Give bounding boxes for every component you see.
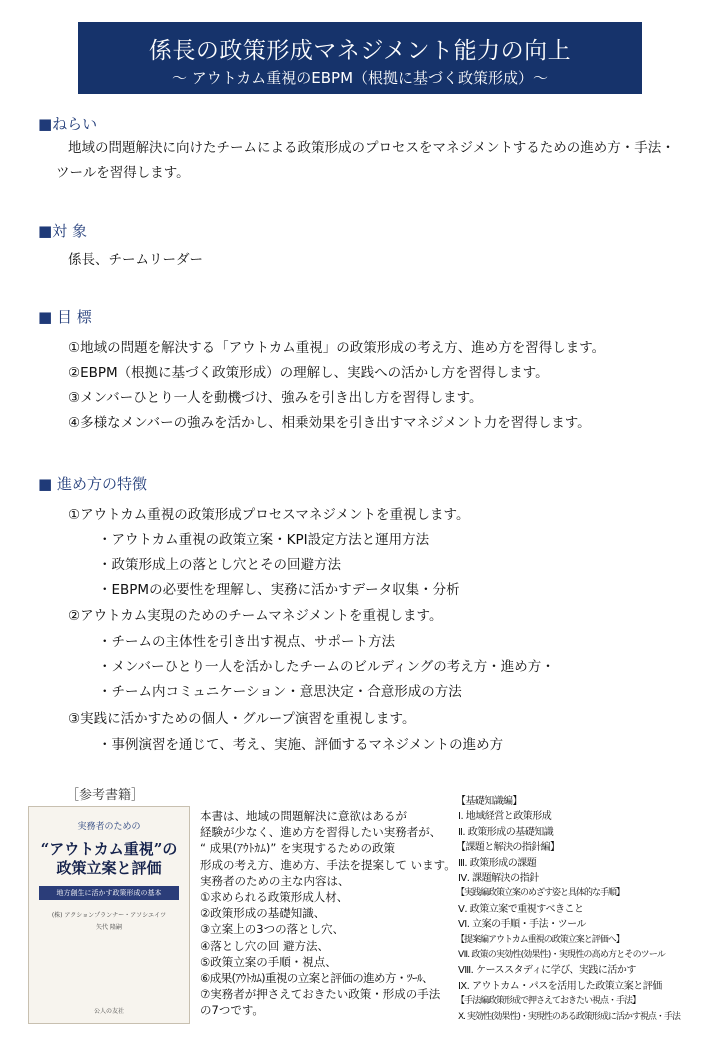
toc-item: Ⅳ. 課題解決の指針 <box>458 873 539 885</box>
page-subtitle: ～ アウトカム重視のEBPM（根拠に基づく政策形成）～ <box>171 69 549 87</box>
features-heading: ■ 進め方の特徴 <box>38 475 147 493</box>
target-text: 係長、チームリーダー <box>68 252 203 268</box>
description-line: 本書は、地域の問題解決に意欲はあるが <box>200 809 407 823</box>
description-line: 実務者のための主な内容は、 <box>200 873 350 888</box>
aim-heading: ■ねらい <box>38 115 98 133</box>
toc-heading: 【手法編政策形成で押さえておきたい視点・手法】 <box>456 996 641 1007</box>
description-line: 形成の考え方、進め方、手法を提案して います。 <box>200 857 456 872</box>
feature-point: ①アウトカム重視の政策形成プロセスマネジメントを重視します。 <box>68 507 470 523</box>
toc-item: Ⅰ. 地域経営と政策形成 <box>458 811 552 823</box>
feature-subpoint: ・アウトカム重視の政策立案・KPI設定方法と運用方法 <box>98 532 430 548</box>
goal-item: ①地域の問題を解決する「アウトカム重視」の政策形成の考え方、進め方を習得します。 <box>68 340 606 356</box>
feature-subpoint: ・政策形成上の落とし穴とその回避方法 <box>98 557 341 573</box>
toc-item: Ⅶ. 政策の実効性(効果性)・実現性の高め方とそのツール <box>458 950 666 961</box>
toc-item: Ⅷ. ケーススタディに学び、実践に活かす <box>458 965 636 977</box>
description-line: 経験が少なく、進め方を習得したい実務者が、 <box>200 825 442 840</box>
book-table-of-contents <box>456 794 718 1025</box>
description-line: ②政策形成の基礎知識、 <box>200 906 326 921</box>
toc-item: Ⅲ. 政策形成の課題 <box>458 857 537 869</box>
feature-subpoint: ・EBPMの必要性を理解し、実務に活かすデータ収集・分析 <box>98 582 460 598</box>
description-line: ⑦実務者が押さえておきたい政策・形成の手法 <box>200 987 441 1002</box>
feature-point: ③実践に活かすための個人・グループ演習を重視します。 <box>68 711 416 727</box>
reference-label: ［参考書籍］ <box>66 788 145 803</box>
book-author: 矢代 隆嗣 <box>96 924 122 931</box>
page-title: 係長の政策形成マネジメント能力の向上 <box>148 38 572 64</box>
feature-subpoint: ・チーム内コミュニケーション・意思決定・合意形成の方法 <box>98 684 462 700</box>
description-line: ③立案上の3つの落とし穴、 <box>200 922 345 937</box>
feature-subpoint: ・チームの主体性を引き出す視点、サポート方法 <box>98 634 395 650</box>
description-line: の7つです。 <box>200 1003 264 1018</box>
feature-subpoint: ・事例演習を通じて、考え、実施、評価するマネジメントの進め方 <box>98 737 504 753</box>
book-description <box>200 808 456 1019</box>
goal-item: ③メンバーひとり一人を動機づけ、強みを引き出し方を習得します。 <box>68 390 483 406</box>
book-title-line-2: 政策立案と評価 <box>56 859 162 877</box>
goal-item: ②EBPM（根拠に基づく政策形成）の理解し、実践への活かし方を習得します。 <box>68 365 549 381</box>
toc-item: Ⅸ. アウトカム・パスを活用した政策立案と評価 <box>458 980 662 992</box>
toc-item: Ⅱ. 政策形成の基礎知識 <box>458 826 554 838</box>
toc-heading: 【基礎知識編】 <box>456 796 522 807</box>
toc-heading: 【課題と解決の指針編】 <box>456 842 560 854</box>
goals-heading: ■ 目 標 <box>38 308 92 326</box>
book-author-org: (株) アクションプランナー・アソシエイツ <box>51 912 167 919</box>
book-title-line-1: “アウトカム重視”の <box>40 840 178 858</box>
aim-line-1: 地域の問題解決に向けたチームによる政策形成のプロセスをマネジメントするための進め方・手法・ <box>68 140 675 156</box>
feature-subpoint: ・メンバーひとり一人を活かしたチームのビルディングの考え方・進め方・ <box>98 659 555 675</box>
target-heading: ■対 象 <box>38 222 87 240</box>
book-cover <box>28 806 190 1024</box>
feature-point: ②アウトカム実現のためのチームマネジメントを重視します。 <box>68 608 443 624</box>
toc-item: Ⅹ. 実効性(効果性)・実現性のある政策形成に活かす視点・手法 <box>458 1011 680 1022</box>
book-publisher: 公人の友社 <box>93 1008 124 1015</box>
description-line: ⑥成果(ｱｳﾄｶﾑ)重視の立案と評価の進め方・ﾂｰﾙ、 <box>200 971 434 986</box>
description-line: ①求められる政策形成人材、 <box>200 890 349 905</box>
book-series: 実務者のための <box>77 822 141 832</box>
title-banner <box>78 22 642 94</box>
description-line: ⑤政策立案の手順・視点、 <box>200 954 337 969</box>
toc-heading: 【提案編アウトカム重視の政策立案と評価へ】 <box>456 934 624 945</box>
book-band: 地方創生に活かす政策形成の基本 <box>39 886 179 900</box>
toc-heading: 【実践編政策立案のめざす姿と具体的な手順】 <box>456 888 625 899</box>
aim-line-2: ツールを習得します。 <box>56 165 190 181</box>
description-line: “ 成果(ｱｳﾄｶﾑ)” を実現するための政策 <box>200 841 395 856</box>
goal-item: ④多様なメンバーの強みを活かし、相乗効果を引き出すマネジメント力を習得します。 <box>68 415 591 431</box>
toc-item: Ⅵ. 立案の手順・手法・ツール <box>458 919 586 931</box>
description-line: ④落とし穴の回 避方法、 <box>200 938 329 953</box>
toc-item: Ⅴ. 政策立案で重視すべきこと <box>458 903 584 915</box>
